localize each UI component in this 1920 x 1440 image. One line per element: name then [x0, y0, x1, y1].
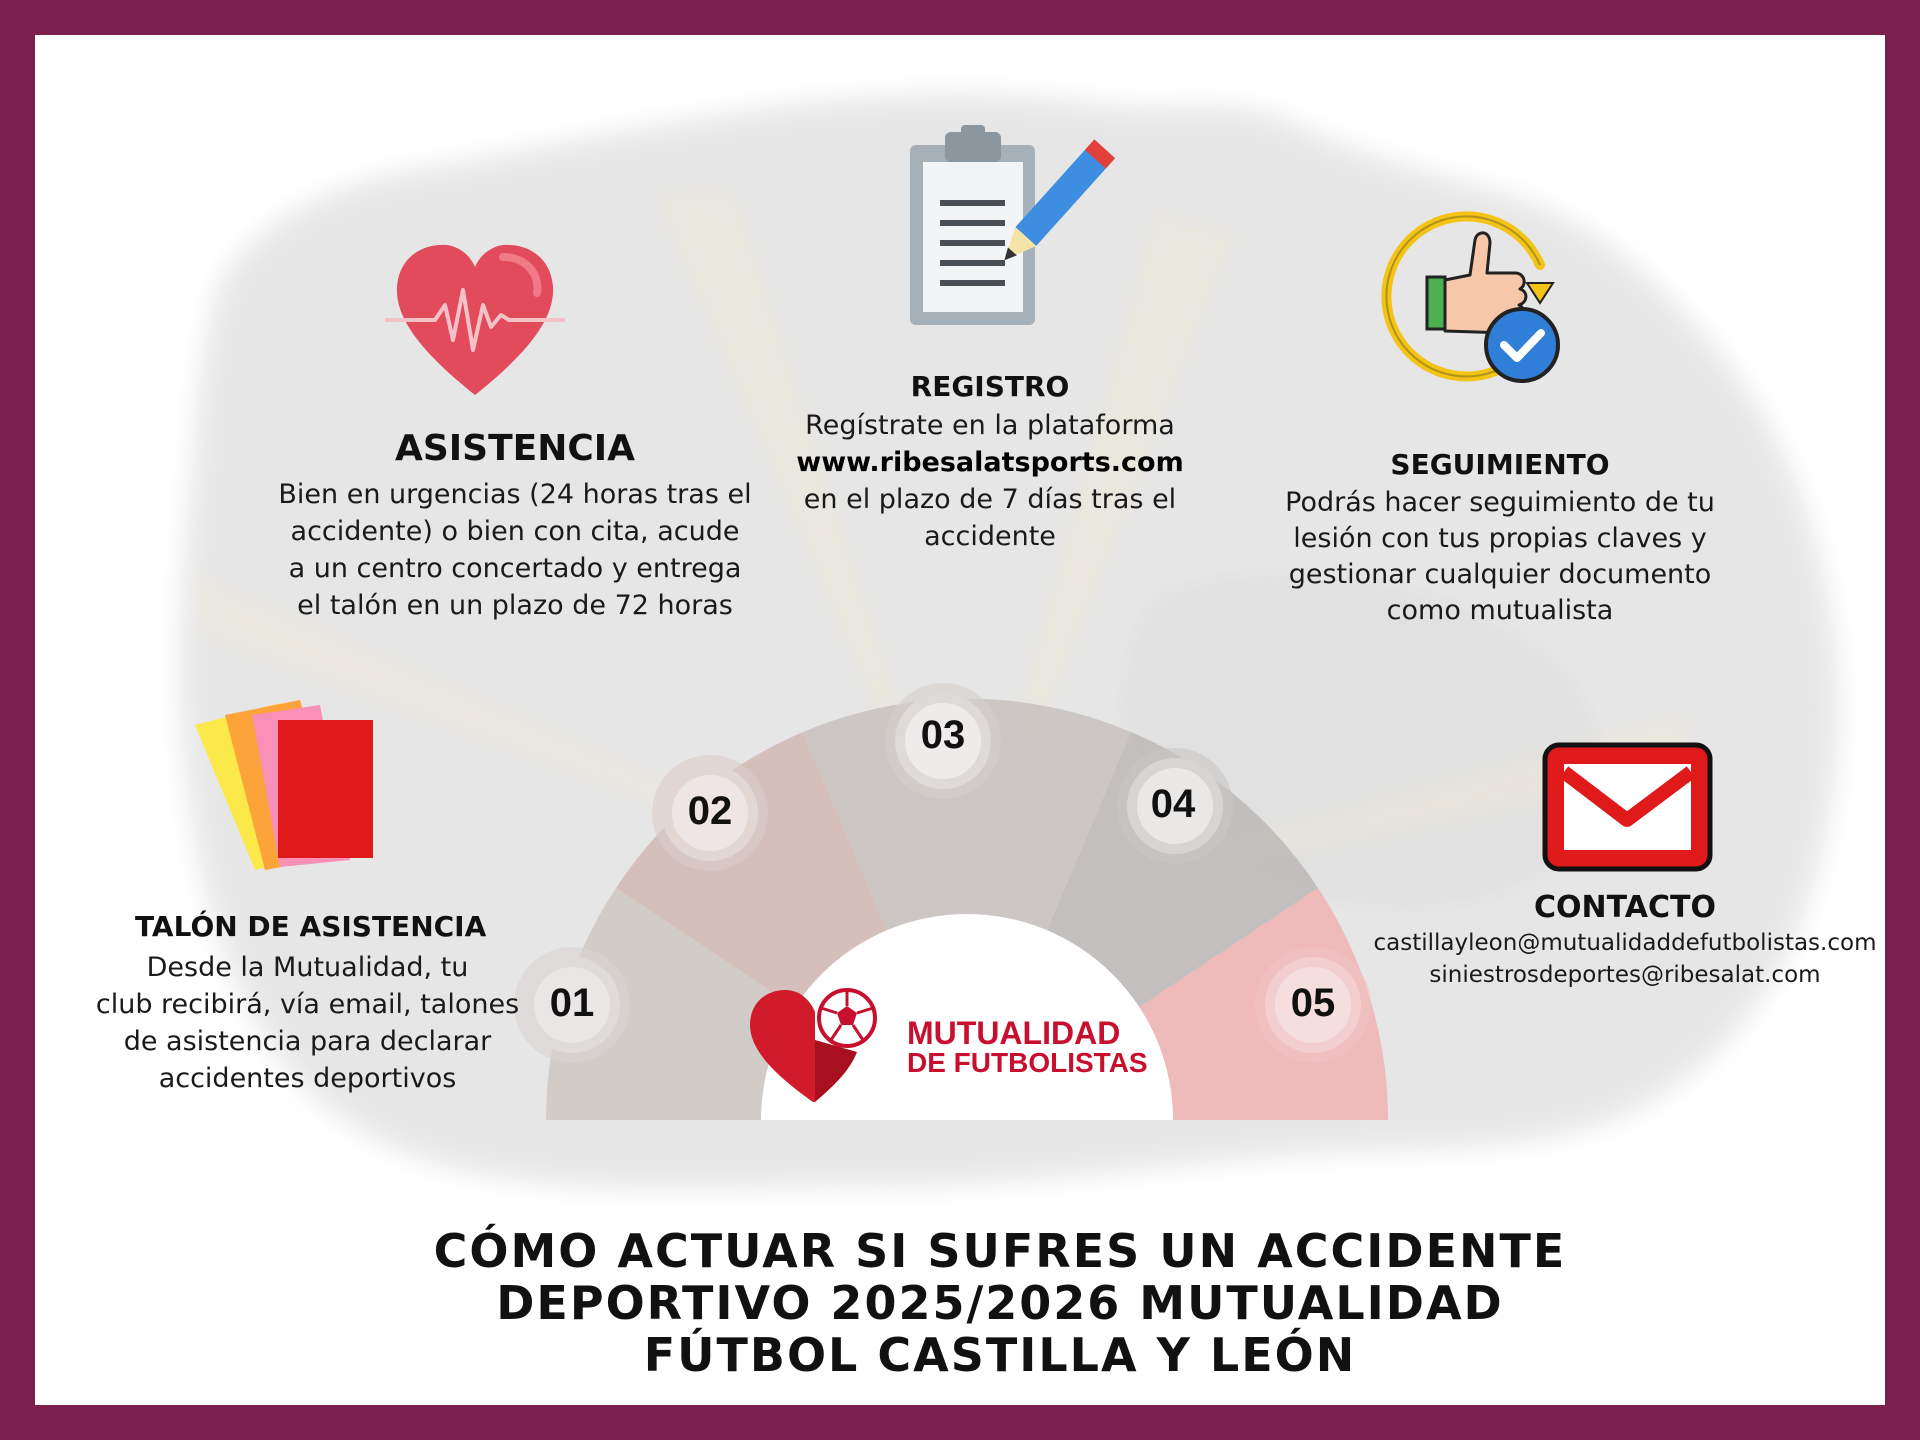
envelope-icon [1540, 740, 1715, 875]
step-text-02-line: a un centro concertado y entrega [288, 553, 742, 584]
step-number-01: 01 [549, 981, 595, 1025]
clipboard-pencil-icon [895, 120, 1125, 335]
step-text-03-line: en el plazo de 7 días tras el [803, 484, 1177, 515]
page-title-line: CÓMO ACTUAR SI SUFRES UN ACCIDENTE [433, 1224, 1567, 1278]
step-title-05: CONTACTO [1534, 890, 1716, 925]
step-title-01: TALÓN DE ASISTENCIA [135, 910, 487, 943]
page-title-line: FÚTBOL CASTILLA Y LEÓN [643, 1328, 1357, 1382]
contact-email-link[interactable]: siniestrosdeportes@ribesalat.com [1429, 962, 1821, 988]
page-title [335, 1225, 1665, 1381]
step-text-03-line: Regístrate en la plataforma [805, 410, 1175, 441]
step-text-04 [1250, 485, 1750, 629]
logo-text-line1: MUTUALIDAD [907, 1015, 1121, 1051]
step-text-02-line: accidente) o bien con cita, acude [290, 516, 740, 547]
logo-text-line2: DE FUTBOLISTAS [907, 1047, 1148, 1078]
step-text-01-line: club recibirá, vía email, talones [95, 989, 520, 1020]
step-title-02: ASISTENCIA [394, 428, 636, 469]
step-text-01-line: Desde la Mutualidad, tu [146, 952, 469, 983]
page-title-line: DEPORTIVO 2025/2026 MUTUALIDAD [496, 1276, 1504, 1330]
step-number-05: 05 [1290, 981, 1336, 1025]
step-text-04-line: gestionar cualquier documento [1288, 559, 1712, 590]
step-text-01-line: accidentes deportivos [158, 1063, 457, 1094]
step-text-02-line: Bien en urgencias (24 horas tras el [278, 479, 752, 510]
contact-email-link[interactable]: castillayleon@mutualidaddefutbolistas.com [1373, 930, 1877, 956]
step-text-02 [230, 476, 800, 624]
mutualidad-logo-mark [745, 980, 885, 1110]
step-text-01-line: de asistencia para declarar [123, 1026, 492, 1057]
step-text-03-line: accidente [924, 521, 1056, 552]
thumbs-up-check-icon [1375, 195, 1575, 395]
step-text-04-line: Podrás hacer seguimiento de tu [1285, 487, 1715, 518]
step-number-04: 04 [1150, 782, 1196, 826]
step-number-03: 03 [920, 713, 966, 757]
heart-pulse-icon [385, 235, 565, 405]
step-text-04-line: como mutualista [1386, 595, 1614, 626]
step-text-04-line: lesión con tus propias claves y [1293, 523, 1707, 554]
registration-url-link[interactable]: www.ribesalatsports.com [796, 447, 1184, 478]
step-title-03: REGISTRO [910, 370, 1070, 403]
step-title-04: SEGUIMIENTO [1390, 448, 1610, 481]
cards-icon [190, 685, 405, 900]
step-text-05 [1370, 927, 1880, 991]
step-number-02: 02 [687, 789, 733, 833]
infographic-frame [35, 35, 1885, 1405]
step-text-02-line: el talón en un plazo de 72 horas [297, 590, 733, 621]
step-text-01 [75, 949, 540, 1097]
step-text-03 [770, 407, 1210, 555]
